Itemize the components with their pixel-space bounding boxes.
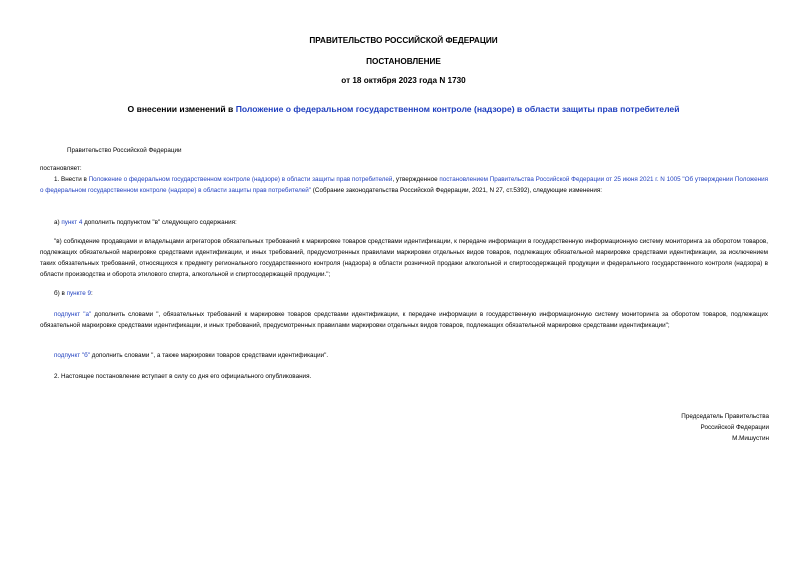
item-b-link[interactable]: пункте 9 [66, 290, 91, 297]
subitem-a-link[interactable]: подпункт "а" [54, 311, 92, 318]
item-a-link[interactable]: пункт 4 [61, 219, 83, 226]
paragraph-item-b [54, 288, 93, 299]
document-date-number: от 18 октября 2023 года N 1730 [341, 76, 466, 85]
document-title [0, 104, 807, 115]
intro-resolves: постановляет: [40, 165, 82, 172]
subitem-a-text: дополнить словами ", обязательных требований к маркировке товаров средствами идентификации, к передаче информации в государственную информационную систему мониторинга за оборотом товаров, подлежащих обязательной маркировке средствами идентификации, и иных требований, предусмотренных правилами маркировки отдельных видов товаров, подлежащих обязательной маркировке средствами идентификации"; [40, 311, 768, 329]
item-a-suffix: дополнить подпунктом "в" следующего содержания: [82, 219, 237, 226]
signature-name: М.Мишустин [732, 435, 769, 442]
item1-text-c: , утвержденное [392, 176, 440, 183]
paragraph-item-2: 2. Настоящее постановление вступает в силу со дня его официального опубликования. [54, 373, 312, 380]
signature-position: Председатель Правительства [681, 413, 769, 420]
item1-text-e: (Собрание законодательства Российской Федерации, 2021, N 27, ст.5392), следующие изменения: [311, 187, 603, 194]
subitem-b-text: дополнить словами ", а также маркировки товаров средствами идентификации". [90, 352, 329, 359]
title-link[interactable]: Положение о федеральном государственном контроле (надзоре) в области защиты прав потребителей [235, 104, 680, 114]
paragraph-item-1 [40, 174, 768, 196]
intro-government: Правительство Российской Федерации [67, 147, 182, 154]
paragraph-subitem-b [54, 350, 328, 361]
item-b-suffix: : [91, 290, 93, 297]
item1-text-a: 1. Внести в [54, 176, 89, 183]
item-a-prefix: а) [54, 219, 62, 226]
government-header: ПРАВИТЕЛЬСТВО РОССИЙСКОЙ ФЕДЕРАЦИИ [309, 36, 498, 45]
subitem-b-link[interactable]: подпункт "б" [54, 352, 91, 359]
item-b-prefix: б) в [54, 290, 67, 297]
paragraph-quote: "в) соблюдение продавцами и владельцами агрегаторов обязательных требований к маркировке товаров средствами идентификации, к передаче информации в государственную информационную систему мониторинга за оборотом товаров, подлежащих обязательной маркировке средствами идентификации, и иных требований, предусмотренных правилами маркировки отдельных видов товаров, подлежащих обязательной маркировке средствами идентификации, за исключением таких обязательных требований, относящихся к предмету регионального государственного контроля (надзора) в области розничной продажи алкогольной и спиртосодержащей продукции и федерального государственного контроля (надзора) в области производства и оборота этилового спирта, алкогольной и спиртосодержащей продукции."; [40, 238, 768, 278]
title-prefix: О внесении изменений в [127, 104, 236, 114]
document-type: ПОСТАНОВЛЕНИЕ [366, 57, 441, 66]
paragraph-item-a [54, 217, 237, 228]
item1-link-regulation[interactable]: Положение о федеральном государственном контроле (надзоре) в области защиты прав потребителей [88, 176, 393, 183]
paragraph-subitem-a [40, 309, 768, 331]
item1-link-resolution[interactable]: постановлением Правительства Российской Федерации от 25 июня 2021 г. N 1005 "Об утверждении Положения о федеральном государственном контроле (надзоре) в области защиты прав потребителей" [40, 176, 769, 194]
signature-country: Российской Федерации [700, 424, 769, 431]
